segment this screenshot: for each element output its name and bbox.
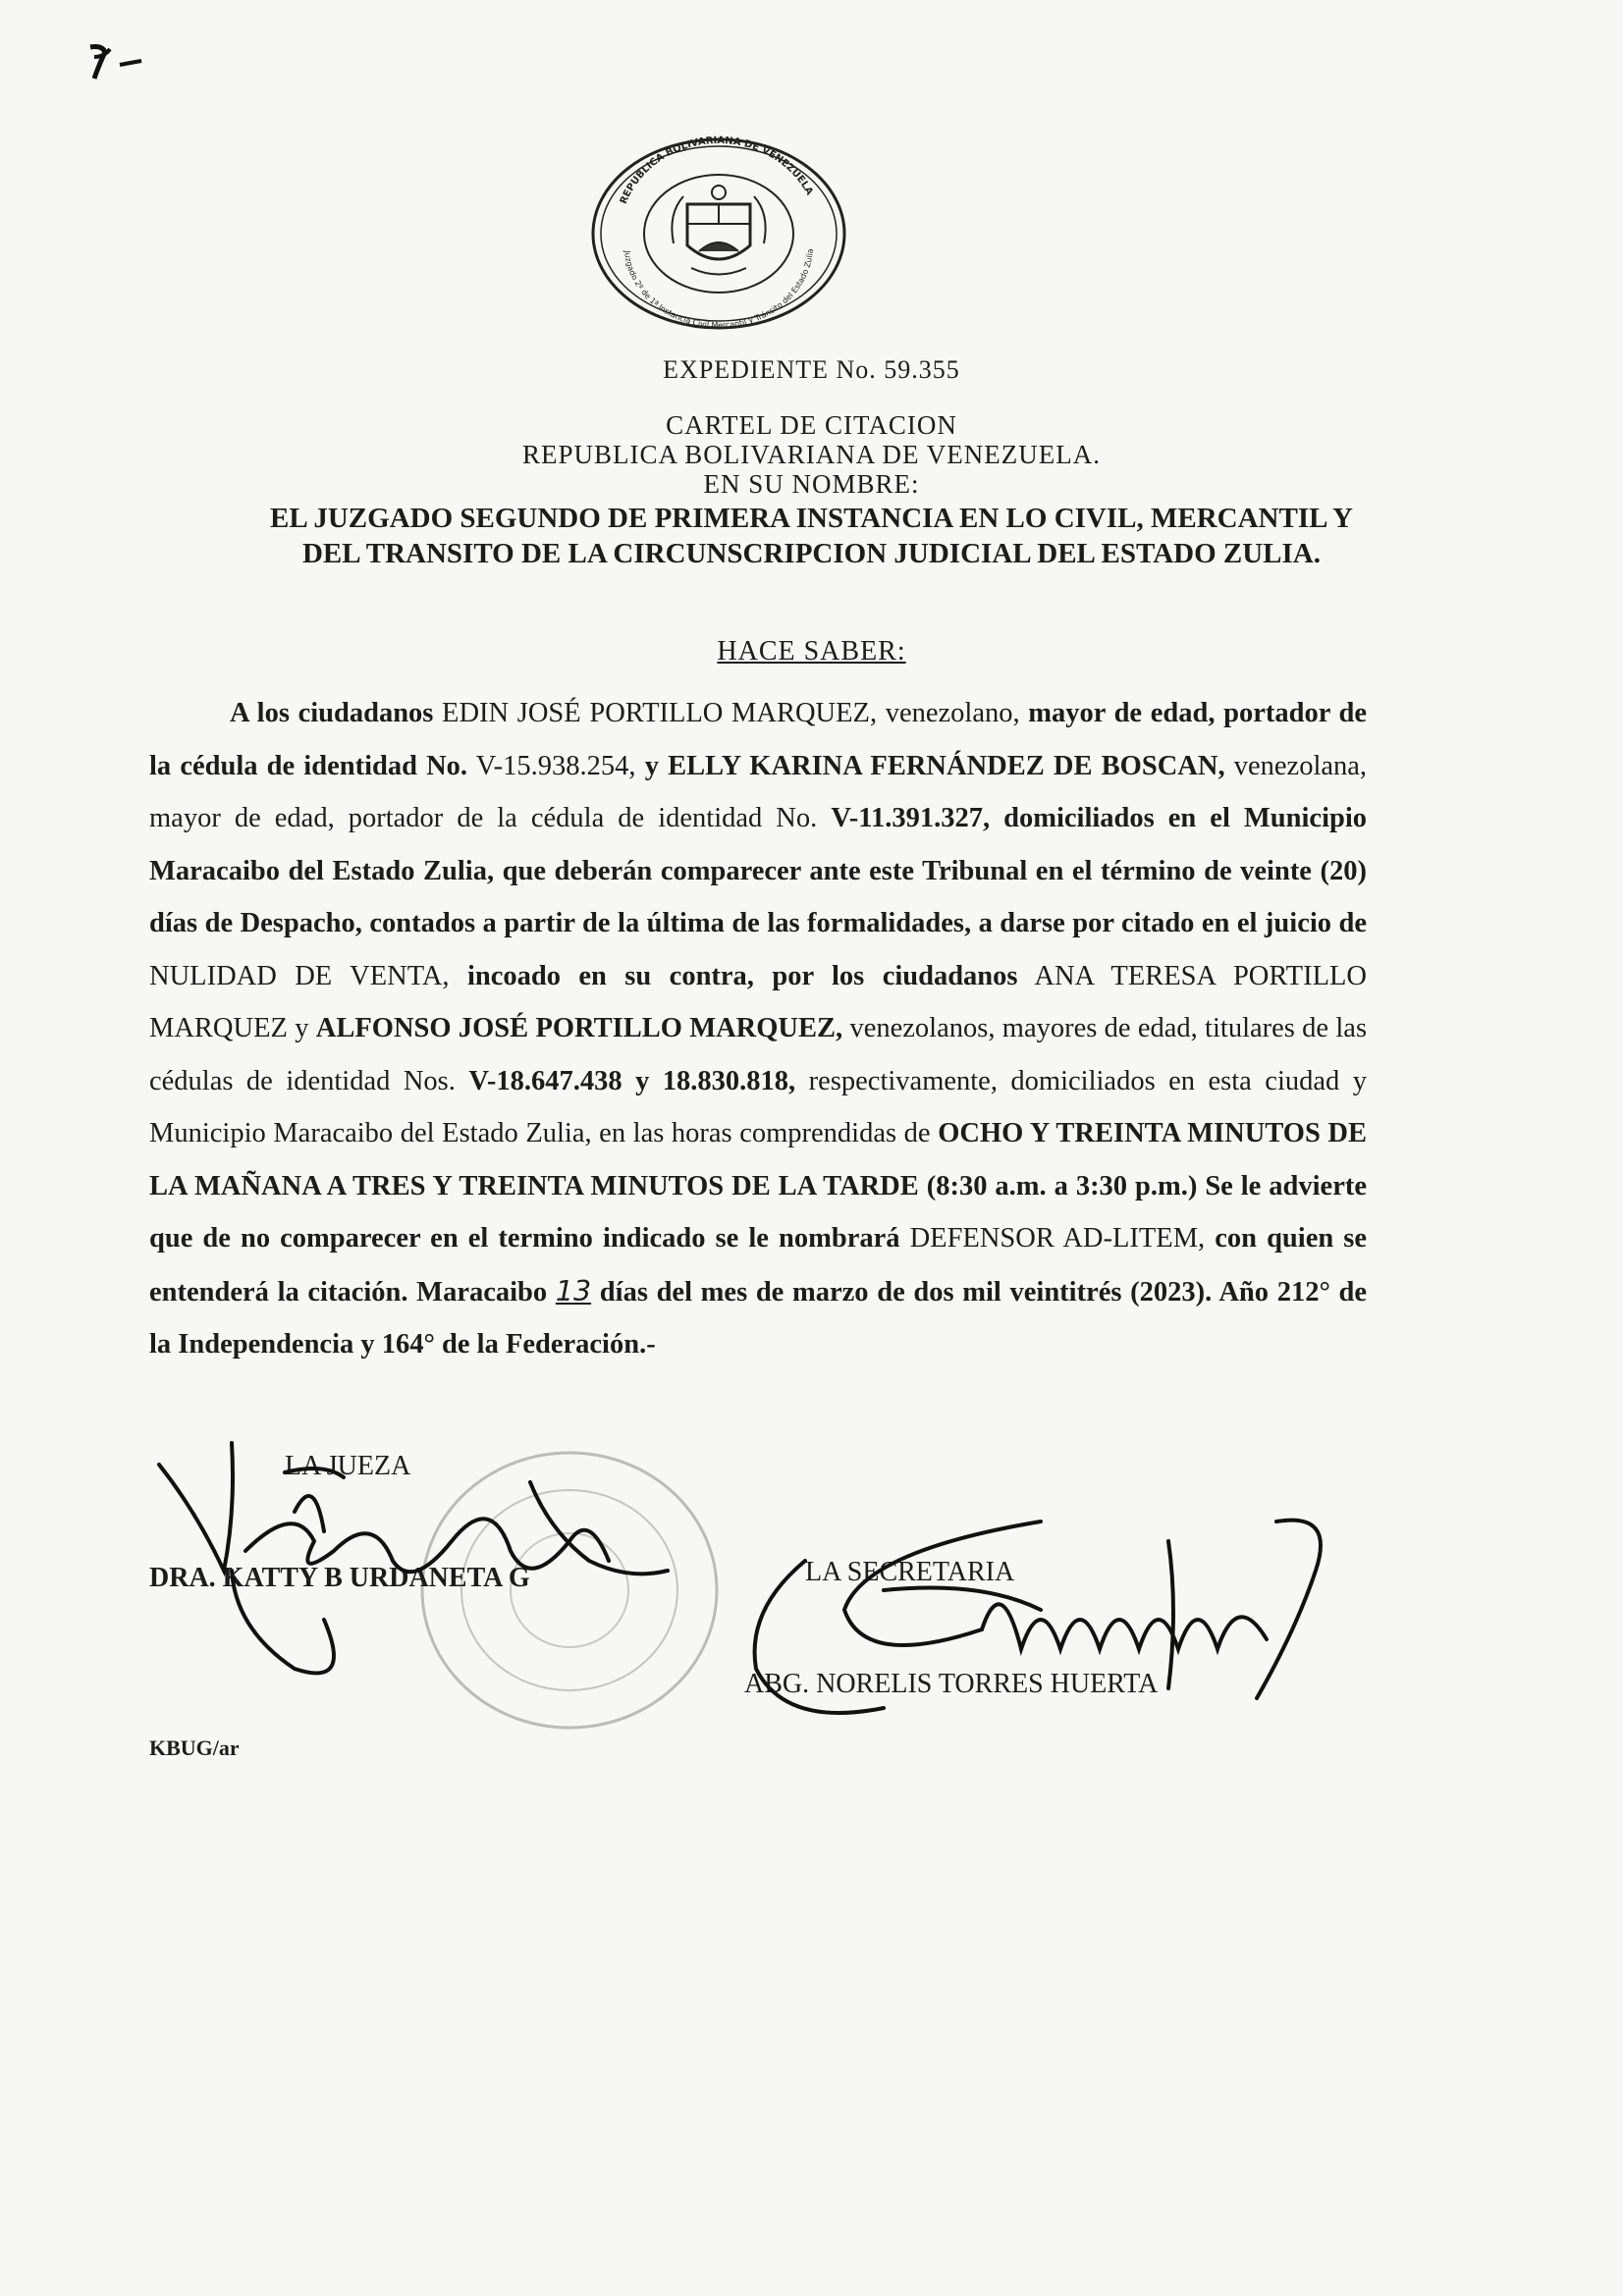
header-block <box>0 410 1623 499</box>
seal-text-top: REPUBLICA BOLIVARIANA DE VENEZUELA <box>618 135 815 206</box>
text-segment: y <box>295 1013 309 1043</box>
text-segment: respectivamente, domiciliados en esta ciudad y Municipio Maracaibo del Estado Zulia, en las horas comprendidas de <box>149 1065 1368 1148</box>
court-name <box>0 501 1623 571</box>
expediente-number: EXPEDIENTE No. 59.355 <box>663 355 960 384</box>
judge-title: LA JUEZA <box>285 1451 411 1481</box>
official-seal <box>589 135 849 332</box>
lawsuit-type: NULIDAD DE VENTA, <box>149 960 450 991</box>
text-segment: venezolana, mayor de edad, portador de la cédula de identidad No. <box>149 750 1368 833</box>
text-segment: Se le advierte que de no comparecer en el termino indicado se le nombrará <box>149 1170 1368 1254</box>
secretary-name: ABG. NORELIS TORRES HUERTA <box>744 1669 1159 1699</box>
court-line-2: DEL TRANSITO DE LA CIRCUNSCRIPCION JUDICIAL DEL ESTADO ZULIA. <box>301 538 1321 569</box>
court-line-1: EL JUZGADO SEGUNDO DE PRIMERA INSTANCIA EN LO CIVIL, MERCANTIL Y <box>270 503 1353 534</box>
id-numbers-3: V-18.647.438 y 18.830.818, <box>468 1065 796 1096</box>
seal-text-bottom: Juzgado 2º de 1ª Instancia Civil Mercantil y Tránsito del Estado Zulia <box>622 247 815 331</box>
plaintiff-name-2: ALFONSO JOSÉ PORTILLO MARQUEZ, <box>315 1013 843 1043</box>
text-segment: y <box>644 750 659 781</box>
hace-saber-heading: HACE SABER: <box>717 636 906 667</box>
office-hours: OCHO Y TREINTA MINUTOS DE LA MAÑANA A TRES Y TREINTA MINUTOS DE LA TARDE (8:30 a.m. a 3:30 p.m.) <box>149 1118 1368 1201</box>
id-number-1: V-15.938.254, <box>475 750 636 781</box>
defensor-ad-litem: DEFENSOR AD-LITEM, <box>909 1223 1206 1254</box>
text-segment: domiciliados en el Municipio Maracaibo del Estado Zulia, que deberán comparecer ante este Tribunal en el término de veinte (20) días de Despacho, contados a partir de la última de las formalidades, a darse por citado en el juicio de <box>149 803 1368 938</box>
defendant-name-1: EDIN JOSÉ PORTILLO MARQUEZ, <box>442 698 878 728</box>
secretary-title: LA SECRETARIA <box>805 1557 1015 1587</box>
text-segment: con quien se entenderá la citación. Maracaibo <box>149 1223 1368 1308</box>
text-segment: venezolano, <box>885 698 1020 728</box>
text-segment: A los ciudadanos <box>230 698 434 728</box>
document-initials: KBUG/ar <box>149 1735 240 1760</box>
text-segment: incoado en su contra, por los ciudadanos <box>466 960 1018 991</box>
republica-line: REPUBLICA BOLIVARIANA DE VENEZUELA. <box>521 440 1101 469</box>
text-segment: mayor de edad, portador de la cédula de identidad No. <box>149 698 1367 781</box>
text-segment: días del mes de marzo de dos mil veintitrés (2023). Año 212° de la Independencia y 164° de la Federación.- <box>149 1276 1368 1360</box>
citation-paragraph <box>149 687 1367 1371</box>
text-segment: venezolanos, mayores de edad, titulares de las cédulas de identidad Nos. <box>149 1013 1368 1096</box>
plaintiff-name-1: ANA TERESA PORTILLO MARQUEZ <box>149 960 1367 1043</box>
id-number-2: V-11.391.327, <box>831 803 991 833</box>
defendant-name-2: ELLY KARINA FERNÁNDEZ DE BOSCAN, <box>668 750 1225 781</box>
svg-text:REPUBLICA BOLIVARIANA DE VENEZ <box>619 135 815 206</box>
coat-of-arms-icon <box>672 186 765 275</box>
en-su-nombre-line: EN SU NOMBRE: <box>703 469 920 499</box>
cartel-title: CARTEL DE CITACION <box>666 410 957 440</box>
citation-body <box>149 687 1367 1371</box>
judge-name: DRA. KATTY B URDANETA G <box>149 1563 530 1593</box>
corner-handwritten-mark <box>81 27 189 86</box>
handwritten-day: 13 <box>555 1274 592 1308</box>
